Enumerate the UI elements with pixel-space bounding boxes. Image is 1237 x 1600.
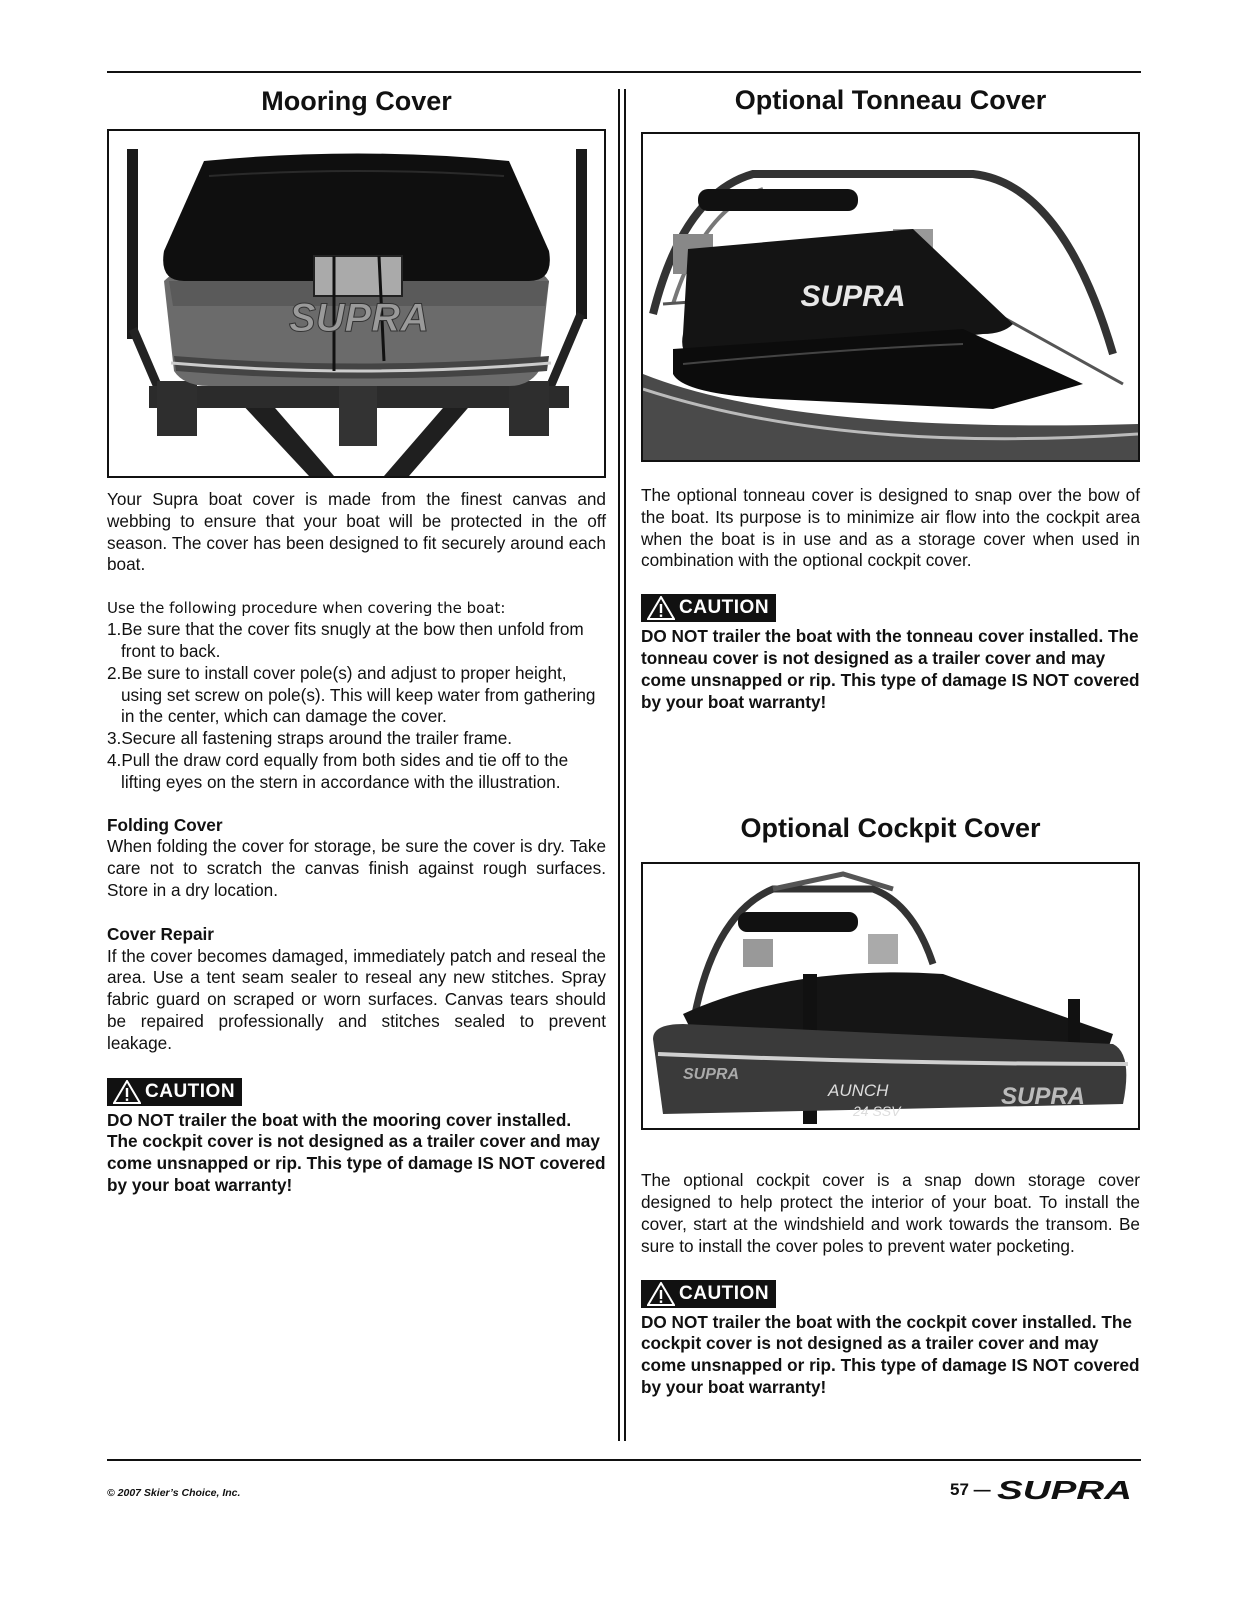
caution-badge-mooring xyxy=(107,1078,242,1106)
folding-cover-text: When folding the cover for storage, be sure the cover is dry. Take care not to scratch the canvas finish against rough surfaces. Store in a dry location. xyxy=(107,836,606,900)
cockpit-cover-title: Optional Cockpit Cover xyxy=(740,813,1041,844)
column-divider-left xyxy=(618,89,620,1441)
tonneau-text: The optional tonneau cover is designed to snap over the bow of the boat. Its purpose is to minimize air flow into the cockpit area when the boat is in use and as a storage cover when used in combination with the optional cockpit cover. xyxy=(641,485,1140,571)
cockpit-text: The optional cockpit cover is a snap down storage cover designed to help protect the interior of your boat. To install the cover, start at the windshield and work towards the transom. Be sure to install the cover poles to prevent water pocketing. xyxy=(641,1170,1140,1256)
cockpit-cover-photo xyxy=(641,862,1140,1130)
cockpit-photo-model-a: AUNCH xyxy=(828,1081,889,1101)
cockpit-photo-brand-stern: SUPRA xyxy=(1000,1083,1086,1111)
page-number: 57 — xyxy=(950,1480,991,1499)
warning-triangle-icon xyxy=(647,596,675,620)
caution-label: CAUTION xyxy=(679,1282,770,1304)
cockpit-photo-model-b: 24 SSV xyxy=(853,1103,901,1120)
top-rule xyxy=(107,71,1141,73)
bottom-rule xyxy=(107,1459,1141,1461)
warning-triangle-icon xyxy=(647,1282,675,1306)
tonneau-photo-brand: SUPRA xyxy=(800,280,906,313)
folding-cover-heading: Folding Cover xyxy=(107,814,223,835)
caution-label: CAUTION xyxy=(145,1080,236,1102)
cockpit-warning: DO NOT trailer the boat with the cockpit cover installed. The cockpit cover is not designed as a trailer cover and may come unsnapped or rip. This type of damage IS NOT covered by your boat warranty! xyxy=(641,1311,1140,1397)
procedure-step: 4.Pull the draw cord equally from both sides and tie off to the lifting eyes on the stern in accordance with the illustration. xyxy=(107,749,569,792)
left-column xyxy=(107,80,606,1197)
tonneau-cover-photo xyxy=(641,132,1140,462)
procedure-step: 3.Secure all fastening straps around the trailer frame. xyxy=(107,728,513,749)
cover-repair-text: If the cover becomes damaged, immediately patch and reseal the area. Use a tent seam sealer to reseal any new stitches. Spray fabric guard on scraped or worn surfaces. Canvas tears should be repaired professionally and stitches sealed to prevent leakage. xyxy=(107,945,606,1053)
warning-triangle-icon xyxy=(113,1080,141,1104)
mooring-photo-brand: SUPRA xyxy=(288,296,430,340)
mooring-warning: DO NOT trailer the boat with the mooring cover installed. The cockpit cover is not designed as a trailer cover and may come unsnapped or rip. This type of damage IS NOT covered by your boat warranty! xyxy=(107,1109,606,1195)
mooring-cover-photo xyxy=(107,129,606,478)
cockpit-photo-brand-side: SUPRA xyxy=(683,1066,740,1084)
mooring-intro: Your Supra boat cover is made from the finest canvas and webbing to ensure that your boat will be protected in the off season. The cover has been designed to fit securely around each boat. xyxy=(107,489,606,575)
mooring-cover-title: Mooring Cover xyxy=(261,86,452,116)
column-divider-right xyxy=(624,89,626,1441)
tonneau-cover-title: Optional Tonneau Cover xyxy=(734,85,1047,115)
cockpit-boat-illustration xyxy=(643,864,1138,1128)
procedure-steps xyxy=(107,619,606,793)
mooring-boat-illustration xyxy=(109,131,604,476)
caution-badge-tonneau xyxy=(641,594,776,622)
caution-label: CAUTION xyxy=(679,597,770,619)
supra-logo-icon xyxy=(997,1478,1134,1502)
copyright: © 2007 Skier’s Choice, Inc. xyxy=(107,1487,241,1499)
procedure-step: 2.Be sure to install cover pole(s) and adjust to proper height, using set screw on pole(s). This will keep water from gathering in the center, which can damage the cover. xyxy=(107,662,596,727)
tonneau-boat-illustration xyxy=(643,134,1138,460)
procedure-step: 1.Be sure that the cover fits snugly at the bow then unfold from front to back. xyxy=(107,619,584,661)
right-column xyxy=(641,80,1140,1399)
procedure-lead: Use the following procedure when covering the boat: xyxy=(107,599,506,618)
footer-page-info xyxy=(950,1478,1134,1502)
tonneau-warning: DO NOT trailer the boat with the tonneau cover installed. The tonneau cover is not designed as a trailer cover and may come unsnapped or rip. This type of damage IS NOT covered by your boat warranty! xyxy=(641,626,1140,712)
cover-repair-heading: Cover Repair xyxy=(107,923,214,944)
caution-badge-cockpit xyxy=(641,1280,776,1308)
supra-logo-text: SUPRA xyxy=(996,1478,1132,1502)
